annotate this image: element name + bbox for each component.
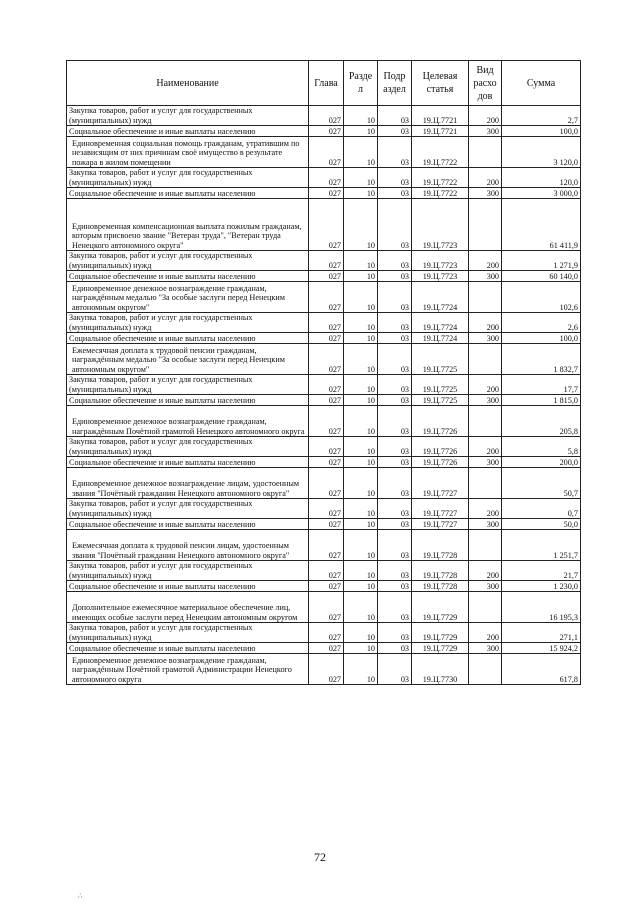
cell-chapter: 027 <box>309 457 344 468</box>
cell-subsection: 03 <box>378 168 412 188</box>
cell-target: 19.Ц.7725 <box>412 344 469 375</box>
table-row <box>67 199 581 251</box>
header-exp-type: Вид расхо дов <box>469 61 502 106</box>
cell-section: 10 <box>344 530 378 561</box>
cell-section: 10 <box>344 188 378 199</box>
cell-name: Социальное обеспечение и иные выплаты населению <box>67 333 309 344</box>
cell-name: Единовременная социальная помощь гражданам, утратившим по независящим от них причинам своё имущество в результате пожара в жилом помещении <box>67 137 309 168</box>
cell-name: Социальное обеспечение и иные выплаты населению <box>67 126 309 137</box>
cell-chapter: 027 <box>309 344 344 375</box>
cell-name: Закупка товаров, работ и услуг для государственных (муниципальных) нужд <box>67 251 309 271</box>
cell-sum: 200,0 <box>502 457 581 468</box>
cell-target: 19.Ц.7724 <box>412 313 469 333</box>
table-row <box>67 406 581 437</box>
cell-sum: 60 140,0 <box>502 271 581 282</box>
cell-target: 19.Ц.7724 <box>412 282 469 313</box>
cell-chapter: 027 <box>309 530 344 561</box>
cell-section: 10 <box>344 457 378 468</box>
cell-target: 19.Ц.7725 <box>412 375 469 395</box>
cell-exp-type: 300 <box>469 581 502 592</box>
cell-target: 19.Ц.7730 <box>412 654 469 685</box>
cell-sum: 3 000,0 <box>502 188 581 199</box>
table-row <box>67 106 581 126</box>
table-row <box>67 468 581 499</box>
cell-section: 10 <box>344 623 378 643</box>
cell-section: 10 <box>344 581 378 592</box>
table-row <box>67 592 581 623</box>
table-row <box>67 437 581 457</box>
cell-chapter: 027 <box>309 199 344 251</box>
table-row <box>67 530 581 561</box>
cell-subsection: 03 <box>378 333 412 344</box>
cell-subsection: 03 <box>378 643 412 654</box>
table-row <box>67 654 581 685</box>
cell-exp-type: 300 <box>469 643 502 654</box>
cell-subsection: 03 <box>378 375 412 395</box>
cell-name: Закупка товаров, работ и услуг для государственных (муниципальных) нужд <box>67 623 309 643</box>
cell-subsection: 03 <box>378 530 412 561</box>
cell-sum: 617,8 <box>502 654 581 685</box>
cell-target: 19.Ц.7726 <box>412 406 469 437</box>
cell-exp-type: 200 <box>469 168 502 188</box>
cell-exp-type: 300 <box>469 519 502 530</box>
cell-chapter: 027 <box>309 519 344 530</box>
cell-sum: 3 120,0 <box>502 137 581 168</box>
cell-section: 10 <box>344 561 378 581</box>
cell-exp-type: 300 <box>469 395 502 406</box>
cell-target: 19.Ц.7721 <box>412 106 469 126</box>
cell-subsection: 03 <box>378 188 412 199</box>
table-row <box>67 344 581 375</box>
cell-exp-type: 300 <box>469 271 502 282</box>
cell-name: Социальное обеспечение и иные выплаты населению <box>67 519 309 530</box>
table-row <box>67 168 581 188</box>
cell-exp-type: 200 <box>469 561 502 581</box>
table-row <box>67 282 581 313</box>
cell-chapter: 027 <box>309 137 344 168</box>
table-row <box>67 126 581 137</box>
cell-target: 19.Ц.7729 <box>412 623 469 643</box>
cell-chapter: 027 <box>309 499 344 519</box>
cell-target: 19.Ц.7725 <box>412 395 469 406</box>
cell-exp-type <box>469 344 502 375</box>
cell-section: 10 <box>344 137 378 168</box>
page-number: 72 <box>314 850 326 864</box>
table-row <box>67 581 581 592</box>
cell-section: 10 <box>344 499 378 519</box>
cell-section: 10 <box>344 271 378 282</box>
cell-chapter: 027 <box>309 654 344 685</box>
cell-target: 19.Ц.7729 <box>412 592 469 623</box>
table-row <box>67 457 581 468</box>
cell-subsection: 03 <box>378 519 412 530</box>
cell-subsection: 03 <box>378 344 412 375</box>
cell-name: Социальное обеспечение и иные выплаты населению <box>67 395 309 406</box>
cell-chapter: 027 <box>309 643 344 654</box>
cell-target: 19.Ц.7724 <box>412 333 469 344</box>
cell-chapter: 027 <box>309 375 344 395</box>
cell-target: 19.Ц.7721 <box>412 126 469 137</box>
cell-name: Закупка товаров, работ и услуг для государственных (муниципальных) нужд <box>67 313 309 333</box>
cell-section: 10 <box>344 468 378 499</box>
table-row <box>67 499 581 519</box>
cell-subsection: 03 <box>378 406 412 437</box>
cell-subsection: 03 <box>378 395 412 406</box>
cell-chapter: 027 <box>309 126 344 137</box>
cell-exp-type: 200 <box>469 313 502 333</box>
cell-name: Единовременное денежное вознаграждение лицам, удостоенным звания "Почётный гражданин Ненецкого автономного округа" <box>67 468 309 499</box>
cell-exp-type <box>469 199 502 251</box>
cell-section: 10 <box>344 126 378 137</box>
table-row <box>67 561 581 581</box>
cell-sum: 102,6 <box>502 282 581 313</box>
cell-target: 19.Ц.7723 <box>412 251 469 271</box>
cell-name: Закупка товаров, работ и услуг для государственных (муниципальных) нужд <box>67 499 309 519</box>
cell-section: 10 <box>344 333 378 344</box>
cell-exp-type <box>469 137 502 168</box>
cell-exp-type: 200 <box>469 375 502 395</box>
cell-name: Единовременное денежное вознаграждение гражданам, награждённым Почётной грамотой Ненецкого автономного округа <box>67 406 309 437</box>
cell-target: 19.Ц.7729 <box>412 643 469 654</box>
cell-name: Ежемесячная доплата к трудовой пенсии лицам, удостоенным звания "Почётный гражданин Ненецкого автономного округа" <box>67 530 309 561</box>
table-row <box>67 395 581 406</box>
cell-section: 10 <box>344 643 378 654</box>
cell-sum: 1 832,7 <box>502 344 581 375</box>
cell-sum: 50,0 <box>502 519 581 530</box>
cell-target: 19.Ц.7723 <box>412 199 469 251</box>
cell-exp-type <box>469 654 502 685</box>
cell-chapter: 027 <box>309 406 344 437</box>
cell-sum: 2,7 <box>502 106 581 126</box>
cell-sum: 61 411,9 <box>502 199 581 251</box>
cell-sum: 50,7 <box>502 468 581 499</box>
cell-target: 19.Ц.7723 <box>412 271 469 282</box>
cell-name: Закупка товаров, работ и услуг для государственных (муниципальных) нужд <box>67 561 309 581</box>
cell-target: 19.Ц.7727 <box>412 468 469 499</box>
cell-chapter: 027 <box>309 395 344 406</box>
cell-section: 10 <box>344 282 378 313</box>
cell-sum: 21,7 <box>502 561 581 581</box>
cell-chapter: 027 <box>309 561 344 581</box>
cell-subsection: 03 <box>378 561 412 581</box>
table-row <box>67 313 581 333</box>
header-sum: Сумма <box>502 61 581 106</box>
table-row <box>67 251 581 271</box>
table-row <box>67 333 581 344</box>
cell-subsection: 03 <box>378 457 412 468</box>
cell-chapter: 027 <box>309 251 344 271</box>
cell-subsection: 03 <box>378 581 412 592</box>
cell-chapter: 027 <box>309 581 344 592</box>
cell-section: 10 <box>344 344 378 375</box>
cell-target: 19.Ц.7722 <box>412 168 469 188</box>
cell-target: 19.Ц.7727 <box>412 519 469 530</box>
cell-section: 10 <box>344 654 378 685</box>
cell-name: Единовременная компенсационная выплата пожилым гражданам, которым присвоено звание "Ветеран труда", "Ветеран труда Ненецкого автономного округа" <box>67 199 309 251</box>
cell-name: Социальное обеспечение и иные выплаты населению <box>67 581 309 592</box>
cell-exp-type: 200 <box>469 623 502 643</box>
cell-chapter: 027 <box>309 271 344 282</box>
cell-subsection: 03 <box>378 106 412 126</box>
cell-subsection: 03 <box>378 468 412 499</box>
cell-subsection: 03 <box>378 271 412 282</box>
cell-exp-type: 300 <box>469 188 502 199</box>
cell-section: 10 <box>344 375 378 395</box>
cell-section: 10 <box>344 437 378 457</box>
cell-sum: 271,1 <box>502 623 581 643</box>
cell-chapter: 027 <box>309 313 344 333</box>
cell-exp-type: 300 <box>469 457 502 468</box>
cell-exp-type: 300 <box>469 126 502 137</box>
cell-subsection: 03 <box>378 592 412 623</box>
cell-sum: 17,7 <box>502 375 581 395</box>
cell-exp-type <box>469 406 502 437</box>
cell-sum: 100,0 <box>502 126 581 137</box>
cell-exp-type: 300 <box>469 333 502 344</box>
table-row <box>67 137 581 168</box>
cell-name: Ежемесячная доплата к трудовой пенсии гражданам, награждённым медалью "За особые заслуги перед Ненецким автономным округом" <box>67 344 309 375</box>
table-row <box>67 623 581 643</box>
cell-chapter: 027 <box>309 592 344 623</box>
header-subsection: Подр аздел <box>378 61 412 106</box>
cell-sum: 0,7 <box>502 499 581 519</box>
table-header-row <box>67 61 581 106</box>
cell-sum: 1 251,7 <box>502 530 581 561</box>
cell-subsection: 03 <box>378 126 412 137</box>
cell-name: Социальное обеспечение и иные выплаты населению <box>67 643 309 654</box>
cell-exp-type: 200 <box>469 499 502 519</box>
cell-sum: 100,0 <box>502 333 581 344</box>
cell-section: 10 <box>344 519 378 530</box>
cell-sum: 2,6 <box>502 313 581 333</box>
table-body <box>67 106 581 685</box>
cell-name: Единовременное денежное вознаграждение гражданам, награждённым Почётной грамотой Администрации Ненецкого автономного округа <box>67 654 309 685</box>
cell-section: 10 <box>344 313 378 333</box>
cell-subsection: 03 <box>378 313 412 333</box>
header-name: Наименование <box>67 61 309 106</box>
cell-exp-type <box>469 468 502 499</box>
cell-exp-type <box>469 530 502 561</box>
header-chapter: Глава <box>309 61 344 106</box>
cell-subsection: 03 <box>378 623 412 643</box>
cell-target: 19.Ц.7728 <box>412 561 469 581</box>
cell-name: Закупка товаров, работ и услуг для государственных (муниципальных) нужд <box>67 437 309 457</box>
cell-subsection: 03 <box>378 437 412 457</box>
cell-subsection: 03 <box>378 251 412 271</box>
cell-exp-type <box>469 282 502 313</box>
table-row <box>67 188 581 199</box>
table-row <box>67 375 581 395</box>
cell-section: 10 <box>344 395 378 406</box>
cell-sum: 1 230,0 <box>502 581 581 592</box>
cell-chapter: 027 <box>309 437 344 457</box>
cell-chapter: 027 <box>309 106 344 126</box>
table-row <box>67 519 581 530</box>
cell-section: 10 <box>344 406 378 437</box>
cell-subsection: 03 <box>378 282 412 313</box>
cell-subsection: 03 <box>378 654 412 685</box>
header-target: Целевая статья <box>412 61 469 106</box>
cell-target: 19.Ц.7728 <box>412 581 469 592</box>
cell-name: Дополнительное ежемесячное материальное обеспечение лиц, имеющих особые заслуги перед Ненецким автономным округом <box>67 592 309 623</box>
cell-target: 19.Ц.7726 <box>412 457 469 468</box>
cell-exp-type <box>469 592 502 623</box>
cell-sum: 15 924,2 <box>502 643 581 654</box>
cell-name: Единовременное денежное вознаграждение гражданам, награждённым медалью "За особые заслуги перед Ненецким автономным округом" <box>67 282 309 313</box>
cell-subsection: 03 <box>378 499 412 519</box>
corner-mark: ∴ <box>78 892 83 900</box>
cell-chapter: 027 <box>309 468 344 499</box>
cell-subsection: 03 <box>378 199 412 251</box>
cell-sum: 120,0 <box>502 168 581 188</box>
cell-target: 19.Ц.7728 <box>412 530 469 561</box>
cell-sum: 5,8 <box>502 437 581 457</box>
cell-target: 19.Ц.7726 <box>412 437 469 457</box>
cell-name: Социальное обеспечение и иные выплаты населению <box>67 457 309 468</box>
cell-name: Социальное обеспечение и иные выплаты населению <box>67 188 309 199</box>
cell-sum: 205,8 <box>502 406 581 437</box>
cell-exp-type: 200 <box>469 437 502 457</box>
cell-target: 19.Ц.7722 <box>412 188 469 199</box>
cell-sum: 16 195,3 <box>502 592 581 623</box>
cell-subsection: 03 <box>378 137 412 168</box>
cell-exp-type: 200 <box>469 251 502 271</box>
table-row <box>67 271 581 282</box>
cell-section: 10 <box>344 251 378 271</box>
cell-sum: 1 815,0 <box>502 395 581 406</box>
cell-chapter: 027 <box>309 168 344 188</box>
table-row <box>67 643 581 654</box>
cell-exp-type: 200 <box>469 106 502 126</box>
cell-name: Социальное обеспечение и иные выплаты населению <box>67 271 309 282</box>
cell-name: Закупка товаров, работ и услуг для государственных (муниципальных) нужд <box>67 375 309 395</box>
cell-sum: 1 271,9 <box>502 251 581 271</box>
cell-chapter: 027 <box>309 623 344 643</box>
cell-section: 10 <box>344 168 378 188</box>
cell-section: 10 <box>344 592 378 623</box>
cell-chapter: 027 <box>309 333 344 344</box>
cell-chapter: 027 <box>309 188 344 199</box>
cell-name: Закупка товаров, работ и услуг для государственных (муниципальных) нужд <box>67 168 309 188</box>
header-section: Разде л <box>344 61 378 106</box>
cell-section: 10 <box>344 106 378 126</box>
cell-chapter: 027 <box>309 282 344 313</box>
budget-table <box>66 60 581 685</box>
cell-name: Закупка товаров, работ и услуг для государственных (муниципальных) нужд <box>67 106 309 126</box>
cell-target: 19.Ц.7727 <box>412 499 469 519</box>
cell-target: 19.Ц.7722 <box>412 137 469 168</box>
cell-section: 10 <box>344 199 378 251</box>
